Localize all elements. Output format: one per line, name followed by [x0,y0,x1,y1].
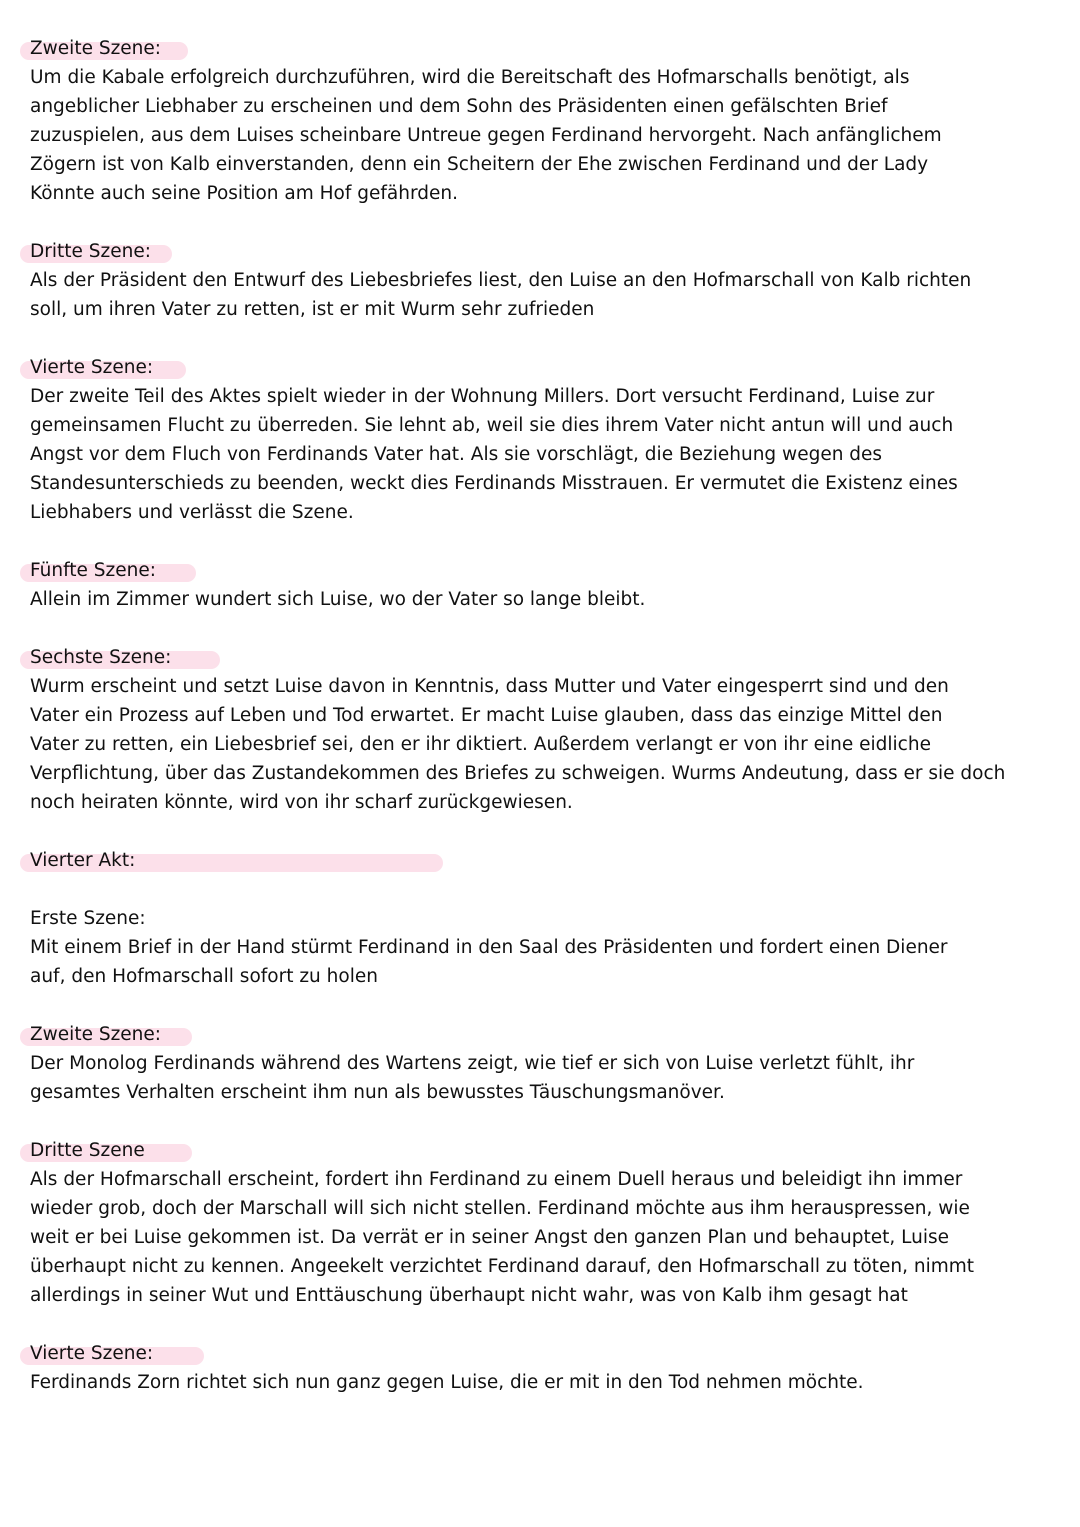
section-heading: Zweite Szene: [20,34,1072,63]
section-heading: Erste Szene: [30,908,146,929]
section-vierte-szene [20,353,1072,527]
section-erste-szene [20,904,1072,991]
section-body: Als der Präsident den Entwurf des Liebesbriefes liest, den Luise an den Hofmarschall von Kalb richten soll, um ihren Vater zu retten, ist er mit Wurm sehr zufrieden [30,270,972,320]
section-vierter-akt [20,846,1072,875]
section-body: Wurm erscheint und setzt Luise davon in Kenntnis, dass Mutter und Vater eingesperrt sind und den Vater ein Prozess auf Leben und Tod erwartet. Er macht Luise glauben, dass das einzige Mittel den Vater zu retten, ein Liebesbrief sei, den er ihr diktiert. Außerdem verlangt er von ihr eine eidliche Verpflichtung, über das Zustandekommen des Briefes zu schweigen. Wurms Andeutung, dass er sie doch noch heiraten könnte, wird von ihr scharf zurückgewiesen. [30,676,1006,813]
section-dritte-szene-2 [20,1136,1072,1310]
section-heading: Vierte Szene: [20,1339,1072,1368]
section-sechste-szene [20,643,1072,817]
section-body: Der zweite Teil des Aktes spielt wieder in der Wohnung Millers. Dort versucht Ferdinand, Luise zur gemeinsamen Flucht zu überreden. Sie lehnt ab, weil sie dies ihrem Vater nicht antun will und auch Angst vor dem Fluch von Ferdinands Vater hat. Als sie vorschlägt, die Beziehung wegen des Standesunterschieds zu beenden, weckt dies Ferdinands Misstrauen. Er vermutet die Existenz eines Liebhabers und verlässt die Szene. [30,386,958,523]
section-dritte-szene [20,237,1072,324]
section-zweite-szene [20,34,1072,208]
section-body: Um die Kabale erfolgreich durchzuführen, wird die Bereitschaft des Hofmarschalls benötigt, als angeblicher Liebhaber zu erscheinen und dem Sohn des Präsidenten einen gefälschten Brief zuzuspielen, aus dem Luises scheinbare Untreue gegen Ferdinand hervorgeht. Nach anfänglichem Zögern ist von Kalb einverstanden, denn ein Scheitern der Ehe zwischen Ferdinand und der Lady Könnte auch seine Position am Hof gefährden. [30,67,942,204]
section-heading: Dritte Szene [20,1136,1072,1165]
section-body: Ferdinands Zorn richtet sich nun ganz gegen Luise, die er mit in den Tod nehmen möchte. [30,1372,864,1393]
section-body: Als der Hofmarschall erscheint, fordert ihn Ferdinand zu einem Duell heraus und beleidigt ihn immer wieder grob, doch der Marschall will sich nicht stellen. Ferdinand möchte aus ihm herauspressen, wie weit er bei Luise gekommen ist. Da verrät er in seiner Angst den ganzen Plan und behauptet, Luise überhaupt nicht zu kennen. Angeekelt verzichtet Ferdinand darauf, den Hofmarschall zu töten, nimmt allerdings in seiner Wut und Enttäuschung überhaupt nicht wahr, was von Kalb ihm gesagt hat [30,1169,975,1306]
section-heading: Dritte Szene: [20,237,1072,266]
section-body: Der Monolog Ferdinands während des Wartens zeigt, wie tief er sich von Luise verletzt fühlt, ihr gesamtes Verhalten erscheint ihm nun als bewusstes Täuschungsmanöver. [30,1053,915,1103]
section-zweite-szene-2 [20,1020,1072,1107]
section-heading: Fünfte Szene: [20,556,1072,585]
act-heading: Vierter Akt: [20,846,1072,875]
section-heading: Vierte Szene: [20,353,1072,382]
section-heading: Sechste Szene: [20,643,1072,672]
section-vierte-szene-2 [20,1339,1072,1397]
section-heading: Zweite Szene: [20,1020,1072,1049]
section-body: Allein im Zimmer wundert sich Luise, wo der Vater so lange bleibt. [30,589,646,610]
section-body: Mit einem Brief in der Hand stürmt Ferdinand in den Saal des Präsidenten und fordert einen Diener auf, den Hofmarschall sofort zu holen [30,937,948,987]
section-fuenfte-szene [20,556,1072,614]
